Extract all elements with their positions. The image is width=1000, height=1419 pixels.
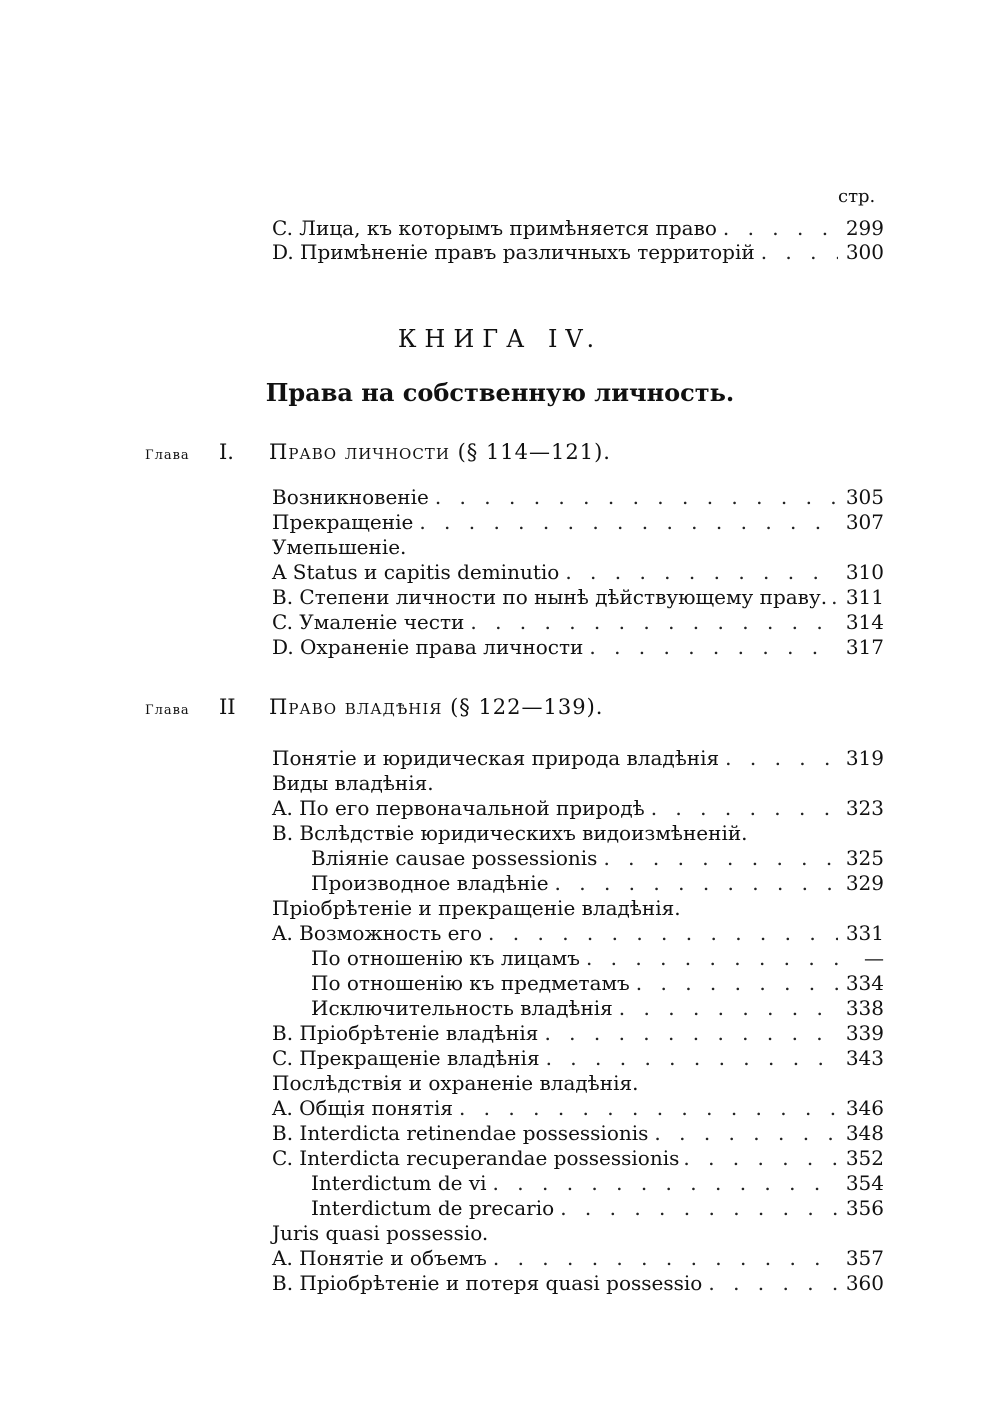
- toc-entry: Исключительность владѣнія . . . 338: [311, 996, 884, 1020]
- page-column-label: стр.: [838, 186, 876, 207]
- toc-entry: A. Возможность его . . . 331: [272, 921, 884, 945]
- toc-entry: Прекращеніе . . . 307: [272, 510, 884, 534]
- toc-entry: C. Лица, къ которымъ примѣняется право . . . 299: [272, 216, 884, 240]
- toc-entry: B. Степени личности по нынѣ дѣйствующему праву. . . . 311: [272, 585, 884, 609]
- toc-entry: A Status и capitis deminutio . . . 310: [272, 560, 884, 584]
- toc-subheading: Juris quasi possessio.: [272, 1221, 489, 1245]
- toc-entry: По отношенію къ предметамъ . . . 334: [311, 971, 884, 995]
- toc-entry: D. Примѣненіе правъ различныхъ территорій . . . 300: [272, 240, 884, 264]
- toc-subheading: Умепьшеніе.: [272, 535, 407, 559]
- book-subtitle: Права на собственную личность.: [265, 378, 735, 407]
- toc-subheading: B. Вслѣдствіе юридическихъ видоизмѣненій.: [272, 821, 748, 845]
- toc-entry: B. Пріобрѣтеніе владѣнія . . . 339: [272, 1021, 884, 1045]
- toc-entry: Производное владѣніе . . . 329: [311, 871, 884, 895]
- chapter-heading: [145, 440, 611, 464]
- toc-entry: Interdictum de precario . . . 356: [311, 1196, 884, 1220]
- toc-entry: A. Общія понятія . . . 346: [272, 1096, 884, 1120]
- chapter-number: II: [219, 695, 236, 719]
- toc-entry: Вліяніе causae possessionis . . . 325: [311, 846, 884, 870]
- toc-entry: B. Пріобрѣтеніе и потеря quasi possessio . . . 360: [272, 1271, 884, 1295]
- chapter-word: Глава: [145, 703, 190, 718]
- toc-entry: D. Охраненіе права личности . . . 317: [272, 635, 884, 659]
- chapter-heading: [145, 695, 603, 719]
- toc-entry: B. Interdicta retinendae possessionis . . . 348: [272, 1121, 884, 1145]
- toc-entry: Возникновеніе . . . 305: [272, 485, 884, 509]
- chapter-word: Глава: [145, 448, 190, 463]
- toc-entry: По отношенію къ лицамъ . . . —: [311, 946, 884, 970]
- toc-entry: C. Умаленіе чести . . . 314: [272, 610, 884, 634]
- chapter-number: I.: [219, 440, 234, 464]
- toc-entry: C. Прекращеніе владѣнія . . . 343: [272, 1046, 884, 1070]
- chapter-title: Право личности (§ 114—121).: [269, 440, 611, 464]
- toc-subheading: Послѣдствія и охраненіе владѣнія.: [272, 1071, 639, 1095]
- book-title: КНИГА IV.: [397, 325, 603, 353]
- toc-entry: C. Interdicta recuperandae possessionis . . . 352: [272, 1146, 884, 1170]
- toc-entry: Interdictum de vi . . . 354: [311, 1171, 884, 1195]
- toc-entry: A. По его первоначальной природѣ . . . 323: [272, 796, 884, 820]
- toc-entry: Понятіе и юридическая природа владѣнія . . . 319: [272, 746, 884, 770]
- chapter-title: Право владѣнія (§ 122—139).: [269, 695, 604, 719]
- toc-entry: A. Понятіе и объемъ . . . 357: [272, 1246, 884, 1270]
- toc-subheading: Пріобрѣтеніе и прекращеніе владѣнія.: [272, 896, 681, 920]
- toc-subheading: Виды владѣнія.: [272, 771, 434, 795]
